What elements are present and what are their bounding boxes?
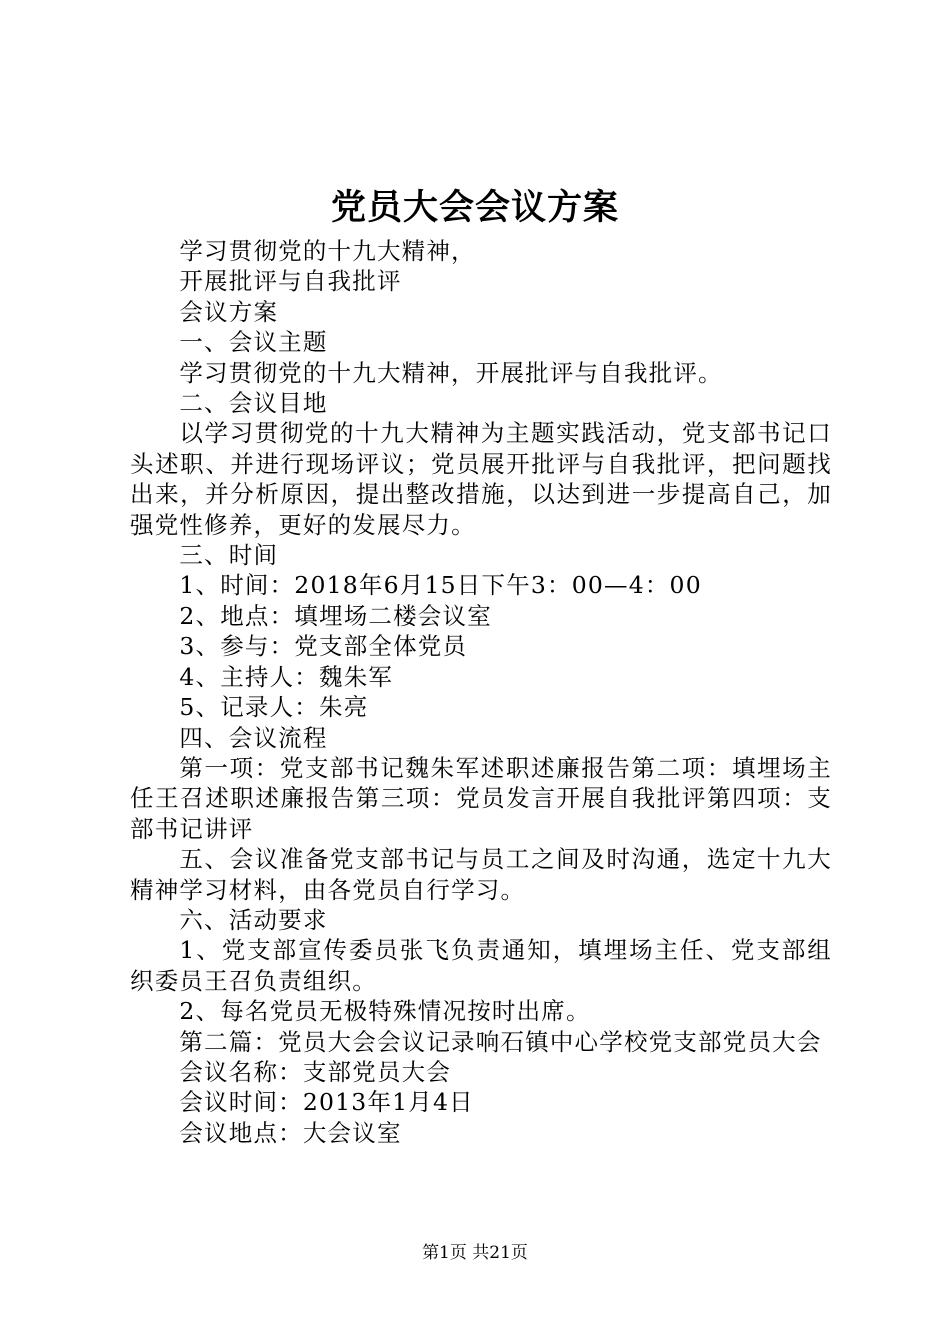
section-heading: 一、会议主题 — [179, 328, 328, 357]
list-item: 4、主持人：魏朱军 — [179, 662, 394, 691]
list-item: 3、参与：党支部全体党员 — [179, 632, 468, 661]
list-item: 2、每名党员无极特殊情况按时出席。 — [179, 997, 591, 1026]
paragraph: 以学习贯彻党的十九大精神为主题实践活动，党支部书记口头述职、并进行现场评议；党员展开批评与自我批评，把问题找出来，并分析原因，提出整改措施，以达到进一步提高自己，加强党性修养，更好的发展尽力。 — [130, 419, 832, 539]
paragraph: 开展批评与自我批评 — [179, 267, 402, 296]
paragraph: 会议时间：2013年1月4日 — [179, 1088, 474, 1117]
paragraph: 学习贯彻党的十九大精神， — [179, 237, 476, 265]
section-heading: 六、活动要求 — [179, 905, 328, 934]
paragraph: 会议名称：支部党员大会 — [179, 1057, 452, 1086]
paragraph: 会议地点：大会议室 — [179, 1118, 402, 1147]
paragraph: 五、会议准备党支部书记与员工之间及时沟通，选定十九大精神学习材料，由各党员自行学习。 — [130, 845, 832, 904]
paragraph: 第一项：党支部书记魏朱军述职述廉报告第二项：填埋场主任王召述职述廉报告第三项：党员发言开展自我批评第四项：支部书记讲评 — [130, 753, 832, 843]
list-item: 1、时间：2018年6月15日下午3：00—4：00 — [179, 571, 702, 600]
page-footer: 第1页 共21页 — [422, 1243, 528, 1263]
list-item: 5、记录人：朱亮 — [179, 693, 369, 722]
section-heading: 四、会议流程 — [179, 723, 328, 752]
paragraph: 学习贯彻党的十九大精神，开展批评与自我批评。 — [179, 358, 723, 387]
page-title: 党员大会会议方案 — [330, 187, 619, 228]
section-heading: 二、会议目地 — [179, 389, 328, 418]
paragraph: 会议方案 — [179, 297, 279, 326]
list-item: 2、地点：填埋场二楼会议室 — [179, 601, 492, 630]
section-heading: 三、时间 — [179, 541, 279, 570]
paragraph: 第二篇：党员大会会议记录响石镇中心学校党支部党员大会 — [179, 1027, 822, 1056]
list-item: 1、党支部宣传委员张飞负责通知，填埋场主任、党支部组织委员王召负责组织。 — [130, 936, 832, 995]
document-body — [130, 236, 832, 1148]
